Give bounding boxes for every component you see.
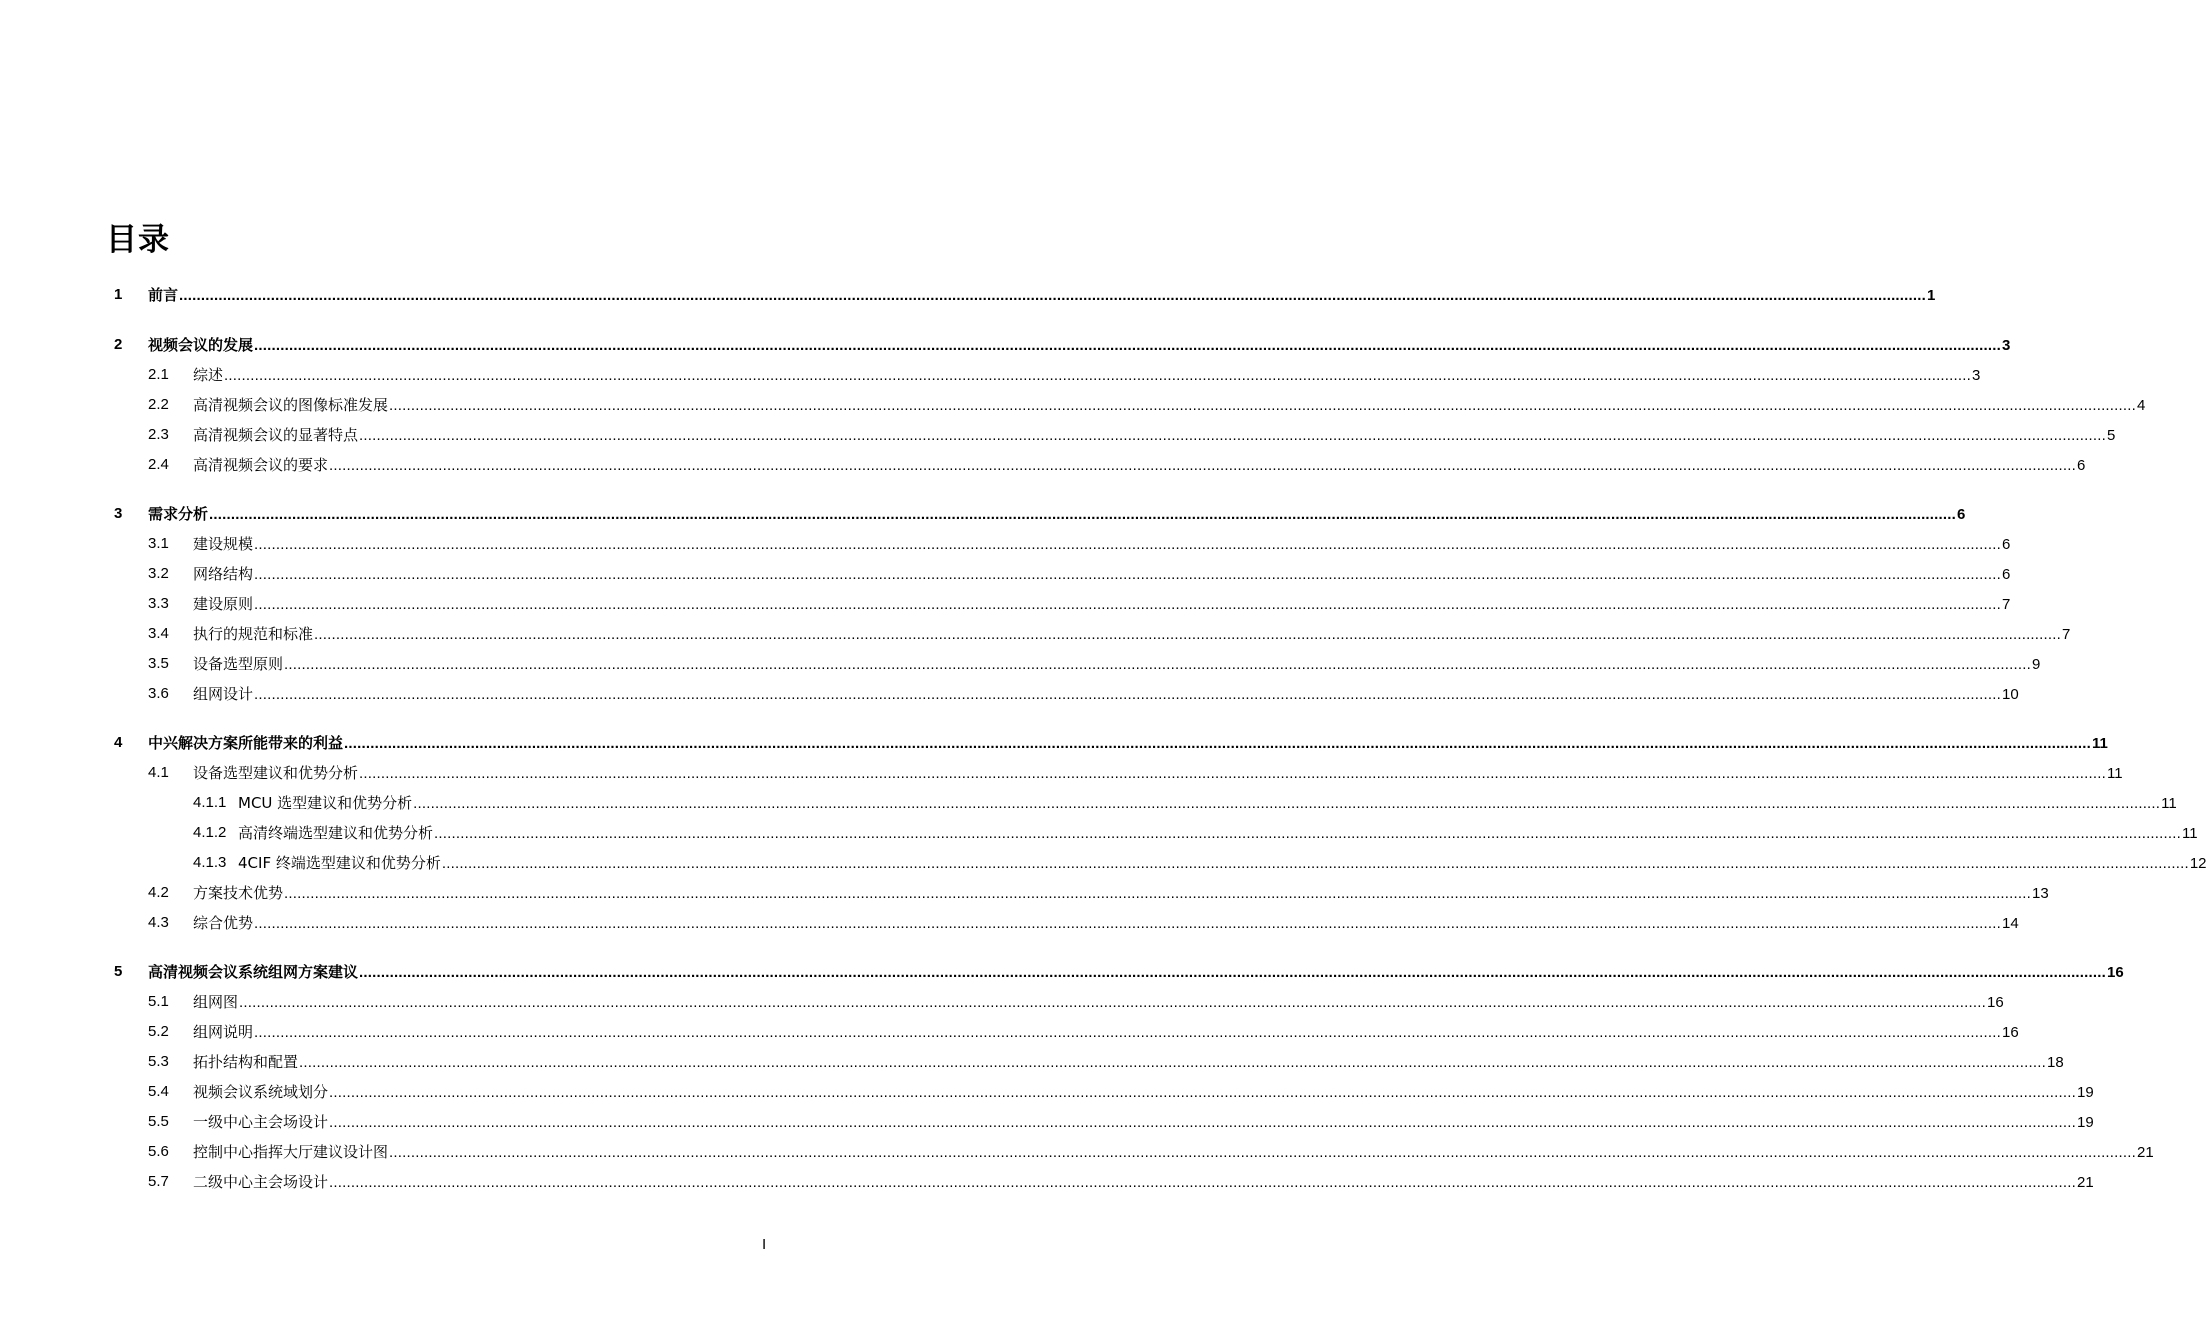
dot-leader: ................................................................................................................................................................................................................................................................................................................................................................................................................ [254,915,2002,932]
toc-entry-leader-line [193,364,1981,386]
toc-entry-number: 2 [114,336,123,353]
toc-entry-page-number: 11 [2182,825,2198,842]
toc-entry-number: 2.1 [148,366,169,383]
toc-entry-label[interactable]: 高清视频会议的要求 [193,456,329,474]
toc-entry[interactable] [0,1141,2154,1163]
toc-entry-number: 5.3 [148,1053,169,1070]
toc-entry[interactable] [0,284,1936,306]
toc-entry-number: 4.3 [148,914,169,931]
toc-entry-page-number: 19 [2077,1084,2094,1101]
toc-entry-leader-line [193,1021,2019,1043]
toc-entry-page-number: 21 [2137,1144,2154,1161]
toc-entry-number: 3.1 [148,535,169,552]
toc-entry-label[interactable]: 综述 [193,366,224,384]
dot-leader: ................................................................................................................................................................................................................................................................................................................................................................................................................ [254,1024,2002,1041]
toc-entry[interactable] [0,1111,2094,1133]
toc-entry-leader-line [193,1171,2094,1193]
toc-entry-number: 4.1.1 [193,794,227,811]
toc-entry-leader-line [238,822,2198,844]
dot-leader: ................................................................................................................................................................................................................................................................................................................................................................................................................ [359,427,2107,444]
toc-entry-label[interactable]: 建设规模 [193,535,254,553]
dot-leader: ................................................................................................................................................................................................................................................................................................................................................................................................................ [254,536,2002,553]
dot-leader: ................................................................................................................................................................................................................................................................................................................................................................................................................ [314,626,2062,643]
toc-entry-page-number: 1 [1927,287,1936,304]
toc-entry-label[interactable]: 高清视频会议的显著特点 [193,426,359,444]
toc-entry[interactable] [0,424,2116,446]
toc-entry-label[interactable]: 视频会议系统域划分 [193,1083,329,1101]
toc-entry-page-number: 3 [1972,367,1981,384]
toc-entry-label[interactable]: 设备选型建议和优势分析 [193,764,359,782]
toc-entry-number: 2.2 [148,396,169,413]
toc-entry[interactable] [0,1021,2019,1043]
toc-entry-number: 3.4 [148,625,169,642]
dot-leader: ................................................................................................................................................................................................................................................................................................................................................................................................................ [329,457,2077,474]
toc-entry-page-number: 7 [2002,596,2011,613]
toc-entry-label[interactable]: 组网图 [193,993,239,1011]
dot-leader: ................................................................................................................................................................................................................................................................................................................................................................................................................ [284,656,2032,673]
dot-leader: ................................................................................................................................................................................................................................................................................................................................................................................................................ [254,566,2002,583]
toc-entry-leader-line [193,1111,2094,1133]
toc-entry-label[interactable]: 执行的规范和标准 [193,625,314,643]
toc-entry-label[interactable]: 一级中心主会场设计 [193,1113,329,1131]
toc-entry-leader-line [238,792,2177,814]
toc-entry-label[interactable]: 需求分析 [148,505,209,523]
toc-entry-leader-line [193,1141,2154,1163]
toc-entry-leader-line [193,912,2019,934]
toc-entry-page-number: 16 [1987,994,2004,1011]
toc-entry-label[interactable]: 综合优势 [193,914,254,932]
toc-entry-label[interactable]: 控制中心指挥大厅建议设计图 [193,1143,389,1161]
dot-leader: ................................................................................................................................................................................................................................................................................................................................................................................................................ [254,686,2002,703]
toc-entry-number: 5.1 [148,993,169,1010]
dot-leader: ................................................................................................................................................................................................................................................................................................................................................................................................................ [329,1084,2077,1101]
toc-entry-leader-line [148,334,2011,356]
toc-entry-number: 3.5 [148,655,169,672]
toc-entry[interactable] [0,762,2123,784]
toc-entry-leader-line [193,1051,2064,1073]
toc-entry-label[interactable]: 拓扑结构和配置 [193,1053,299,1071]
toc-entry-page-number: 13 [2032,885,2049,902]
toc-entry-leader-line [148,284,1936,306]
toc-entry-label[interactable]: 二级中心主会场设计 [193,1173,329,1191]
toc-entry-page-number: 6 [2002,536,2011,553]
toc-entry[interactable] [0,593,2011,615]
toc-entry-label[interactable]: 高清视频会议的图像标准发展 [193,396,389,414]
toc-entry[interactable] [0,454,2086,476]
toc-entry[interactable] [0,394,2146,416]
toc-entry-page-number: 10 [2002,686,2019,703]
toc-entry-number: 3.2 [148,565,169,582]
dot-leader: ................................................................................................................................................................................................................................................................................................................................................................................................................ [434,825,2182,842]
toc-entry-number: 4 [114,734,123,751]
toc-entry-page-number: 11 [2161,795,2177,812]
dot-leader: ................................................................................................................................................................................................................................................................................................................................................................................................................ [359,964,2107,981]
toc-entry-label[interactable]: 中兴解决方案所能带来的利益 [148,734,344,752]
footer-page-number: I [762,1236,767,1253]
toc-entry[interactable] [0,1171,2094,1193]
toc-entry-number: 5.2 [148,1023,169,1040]
toc-entry-number: 5.7 [148,1173,169,1190]
toc-entry[interactable] [0,334,2011,356]
toc-entry-leader-line [193,683,2019,705]
dot-leader: ................................................................................................................................................................................................................................................................................................................................................................................................................ [359,765,2107,782]
toc-entry-page-number: 11 [2107,765,2123,782]
dot-leader: ................................................................................................................................................................................................................................................................................................................................................................................................................ [284,885,2032,902]
toc-entry[interactable] [0,683,2019,705]
toc-entry-number: 5.5 [148,1113,169,1130]
toc-entry-number: 2.3 [148,426,169,443]
toc-entry[interactable] [0,364,1981,386]
toc-entry-number: 4.1 [148,764,169,781]
toc-entry-page-number: 4 [2137,397,2146,414]
toc-entry-label[interactable]: 视频会议的发展 [148,336,254,354]
toc-entry-page-number: 19 [2077,1114,2094,1131]
toc-entry[interactable] [0,792,2177,814]
toc-entry-leader-line [193,533,2011,555]
toc-entry-page-number: 5 [2107,427,2116,444]
toc-entry-number: 1 [114,286,123,303]
toc-entry[interactable] [0,1081,2094,1103]
toc-entry-number: 3.6 [148,685,169,702]
toc-entry[interactable] [0,961,2124,983]
toc-entry-page-number: 16 [2002,1024,2019,1041]
dot-leader: ................................................................................................................................................................................................................................................................................................................................................................................................................ [389,397,2137,414]
dot-leader: ................................................................................................................................................................................................................................................................................................................................................................................................................ [209,506,1957,523]
toc-entry-leader-line [193,882,2049,904]
toc-entry-page-number: 14 [2002,915,2019,932]
toc-entry-number: 3 [114,505,123,522]
toc-entry[interactable] [0,991,2004,1013]
toc-entry-page-number: 6 [2002,566,2011,583]
toc-entry-leader-line [148,961,2124,983]
toc-entry-leader-line [193,623,2071,645]
dot-leader: ................................................................................................................................................................................................................................................................................................................................................................................................................ [329,1174,2077,1191]
dot-leader: ................................................................................................................................................................................................................................................................................................................................................................................................................ [344,735,2092,752]
toc-entry-leader-line [193,762,2123,784]
dot-leader: ................................................................................................................................................................................................................................................................................................................................................................................................................ [299,1054,2047,1071]
toc-entry-number: 4.2 [148,884,169,901]
toc-entry[interactable] [0,852,2207,874]
toc-entry-label[interactable]: MCU 选型建议和优势分析 [238,794,413,812]
toc-entry-label[interactable]: 设备选型原则 [193,655,284,673]
toc-entry-label[interactable]: 高清视频会议系统组网方案建议 [148,963,359,981]
toc-entry-leader-line [193,653,2041,675]
toc-entry[interactable] [0,563,2011,585]
toc-entry-page-number: 11 [2092,735,2108,752]
toc-entry-page-number: 12 [2189,855,2207,872]
toc-entry-label[interactable]: 网络结构 [193,565,254,583]
toc-entry-page-number: 3 [2002,337,2011,354]
toc-entry-page-number: 21 [2077,1174,2094,1191]
dot-leader: ................................................................................................................................................................................................................................................................................................................................................................................................................ [179,287,1927,304]
dot-leader: ................................................................................................................................................................................................................................................................................................................................................................................................................ [254,596,2002,613]
toc-entry-leader-line [193,454,2086,476]
dot-leader: ................................................................................................................................................................................................................................................................................................................................................................................................................ [389,1144,2137,1161]
toc-entry-leader-line [193,424,2116,446]
dot-leader: ................................................................................................................................................................................................................................................................................................................................................................................................................ [441,855,2189,872]
toc-entry-label[interactable]: 组网说明 [193,1023,254,1041]
toc-entry-label[interactable]: 高清终端选型建议和优势分析 [238,824,434,842]
dot-leader: ................................................................................................................................................................................................................................................................................................................................................................................................................ [224,367,1972,384]
toc-entry-page-number: 18 [2047,1054,2064,1071]
toc-entry-leader-line [193,593,2011,615]
toc-entry[interactable] [0,623,2071,645]
toc-entry-number: 3.3 [148,595,169,612]
toc-entry-page-number: 7 [2062,626,2071,643]
toc-entry-label[interactable]: 4CIF 终端选型建议和优势分析 [238,854,441,872]
toc-title: 目录 [106,222,170,258]
toc-entry-number: 5.6 [148,1143,169,1160]
toc-entry[interactable] [0,503,1966,525]
toc-entry-leader-line [238,852,2207,874]
toc-entry[interactable] [0,732,2108,754]
dot-leader: ................................................................................................................................................................................................................................................................................................................................................................................................................ [413,795,2161,812]
toc-entry-leader-line [148,503,1966,525]
dot-leader: ................................................................................................................................................................................................................................................................................................................................................................................................................ [254,337,2002,354]
toc-entry[interactable] [0,1051,2064,1073]
toc-entry[interactable] [0,653,2041,675]
toc-entry-leader-line [193,394,2146,416]
dot-leader: ................................................................................................................................................................................................................................................................................................................................................................................................................ [329,1114,2077,1131]
toc-entry-label[interactable]: 前言 [148,286,179,304]
toc-entry-number: 2.4 [148,456,169,473]
toc-entry-number: 5 [114,963,123,980]
toc-entry-label[interactable]: 组网设计 [193,685,254,703]
toc-entry-leader-line [193,991,2004,1013]
toc-entry-leader-line [148,732,2108,754]
toc-entry[interactable] [0,882,2049,904]
toc-entry-leader-line [193,1081,2094,1103]
toc-entry[interactable] [0,822,2198,844]
toc-entry-label[interactable]: 建设原则 [193,595,254,613]
toc-entry-page-number: 6 [2077,457,2086,474]
toc-entry-label[interactable]: 方案技术优势 [193,884,284,902]
toc-entry-number: 5.4 [148,1083,169,1100]
toc-entry-number: 4.1.3 [193,854,227,871]
toc-entry[interactable] [0,912,2019,934]
toc-entry[interactable] [0,533,2011,555]
toc-entry-leader-line [193,563,2011,585]
toc-entry-page-number: 6 [1957,506,1966,523]
toc-entry-page-number: 16 [2107,964,2124,981]
toc-entry-page-number: 9 [2032,656,2041,673]
dot-leader: ................................................................................................................................................................................................................................................................................................................................................................................................................ [239,994,1987,1011]
toc-entry-number: 4.1.2 [193,824,227,841]
